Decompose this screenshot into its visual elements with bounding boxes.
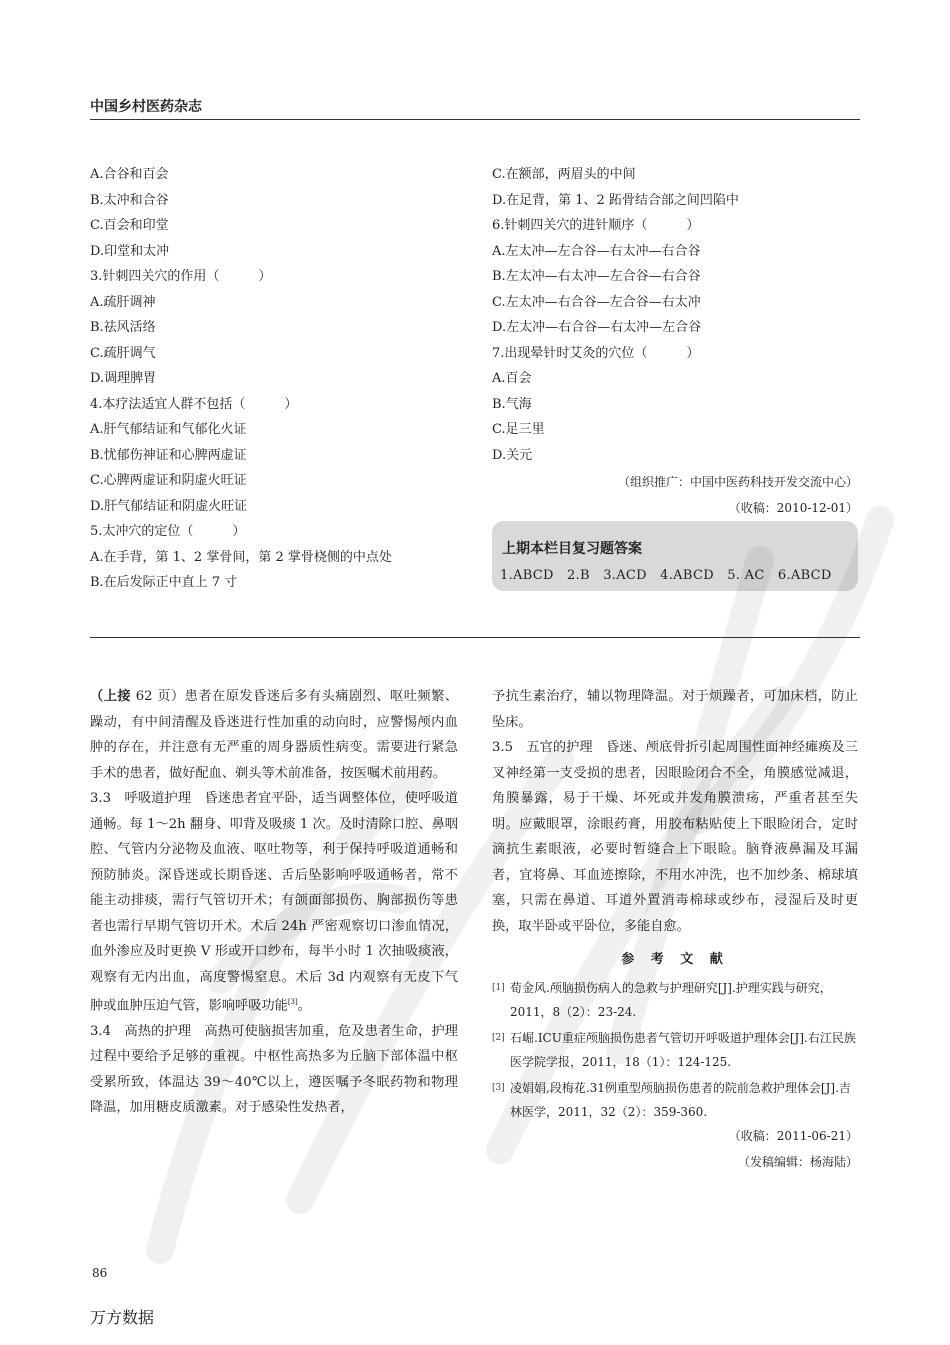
reference-item — [492, 1026, 858, 1074]
quiz-right-line: C.在额部，两眉头的中间 — [492, 167, 636, 182]
quiz-left-line: A.在手背，第 1、2 掌骨间，第 2 掌骨桡侧的中点处 — [90, 549, 392, 565]
section-3-3-end: 。 — [297, 998, 311, 1014]
page-number: 86 — [92, 1266, 108, 1280]
answers-text: 1.ABCD 2.B 3.ACD 4.ABCD 5. AC 6.ABCD — [500, 568, 832, 583]
quiz-left-line: D.肝气郁结证和阴虚火旺证 — [90, 498, 248, 514]
section-3-3-text: 3.3 呼吸道护理 昏迷患者宜平卧，适当调整体位，使呼吸道通畅。每 1～2h 翻身、叩背及吸痰 1 次。及时清除口腔、鼻咽腔、气管内分泌物及血液、呕吐物等，利于保持呼吸道通畅和预防肺炎。深昏迷或长期昏迷、舌后坠影响呼吸通畅者，常不能主动排痰，需行气管切开术；有颌面部损伤、胸部损伤等患者也需行早期气管切开术。术后 24h 严密观察切口渗血情况，血外渗应及时更换 V 形或开口纱布，每半小时 1 次抽吸痰液，观察有无内出血，高度警惕窒息。术后 3d 内观察有无皮下气肿或血肿压迫气管，影响呼吸功能 — [90, 791, 458, 1014]
right-continued-paragraph: 予抗生素治疗，辅以物理降温。对于烦躁者，可加床档，防止坠床。 — [492, 689, 858, 730]
quiz-right-line: 7.出现晕针时艾灸的穴位（ ） — [492, 345, 700, 361]
quiz-left-line: B.太冲和合谷 — [90, 192, 169, 208]
quiz-right-line: A.左太冲—左合谷—右太冲—右合谷 — [492, 243, 701, 259]
article-intro-paragraph — [90, 684, 458, 786]
quiz-left-line: C.疏肝调气 — [90, 345, 156, 361]
quiz-right-line: C.足三里 — [492, 422, 545, 437]
quiz-received-date: （收稿：2010-12-01） — [728, 501, 858, 515]
reference-item — [492, 976, 858, 1024]
reference-text: 凌娟娟,段梅花.31例重型颅脑损伤患者的院前急救护理体会[J].吉林医学，2011，32（2）：359-360. — [510, 1081, 851, 1119]
quiz-organizer-credit: （组织推广：中国中医药科技开发交流中心） — [617, 475, 858, 489]
quiz-right-line: A.百会 — [492, 371, 532, 386]
quiz-left-line: B.在后发际正中直上 7 寸 — [90, 575, 238, 590]
header-rule — [90, 119, 860, 120]
quiz-left-line: D.印堂和太冲 — [90, 243, 170, 259]
reference-text: 石崛.ICU重症颅脑损伤患者气管切开呼吸道护理体会[J].右江民族医学院学报，2011，18（1）：124-125. — [510, 1031, 856, 1069]
quiz-right-line: B.左太冲—右太冲—左合谷—右合谷 — [492, 269, 701, 284]
quiz-right-line: D.左太冲—右合谷—右太冲—左合谷 — [492, 320, 702, 335]
section-3-3-paragraph — [90, 786, 458, 1019]
answers-title: 上期本栏目复习题答案 — [502, 541, 642, 557]
reference-item — [492, 1076, 858, 1124]
journal-title: 中国乡村医药杂志 — [90, 99, 202, 115]
footer-source-text: 万方数据 — [90, 1308, 155, 1327]
quiz-left-line: C.心脾两虚证和阴虚火旺证 — [90, 473, 247, 488]
reference-number: [3] — [492, 1083, 505, 1093]
continued-label: （上接 — [90, 689, 132, 704]
quiz-left-line: C.百会和印堂 — [90, 218, 169, 233]
section-3-4-paragraph: 3.4 高热的护理 高热可使脑损害加重，危及患者生命，护理过程中要给予足够的重视。中枢性高热多为丘脑下部体温中枢受累所致，体温达 39～40℃以上，遵医嘱予冬眠药物和物理降温，加用糖皮质激素。对于感染性发热者， — [90, 1023, 458, 1116]
reference-number: [1] — [492, 983, 505, 993]
quiz-left-line: 3.针刺四关穴的作用（ ） — [90, 269, 272, 284]
continued-page: 62 页） — [131, 689, 185, 704]
quiz-left-line: B.祛风活络 — [90, 320, 156, 335]
quiz-left-line: B.忧郁伤神证和心脾两虚证 — [90, 447, 247, 463]
quiz-right-line: D.在足背，第 1、2 跖骨结合部之间凹陷中 — [492, 192, 739, 208]
quiz-right-line: B.气海 — [492, 396, 532, 412]
quiz-right-column — [492, 162, 739, 468]
quiz-left-column — [90, 162, 392, 596]
references-heading: 参 考 文 献 — [621, 952, 729, 967]
article-left-column — [90, 684, 458, 1121]
quiz-left-line: A.合谷和百会 — [90, 167, 169, 182]
intro-text: 患者在原发昏迷后多有头痛剧烈、呕吐频繁、躁动，有中间清醒及昏迷进行性加重的动向时，应警惕颅内血肿的存在，并注意有无严重的周身器质性病变。需要进行紧急手术的患者，做好配血、剃头等术前准备，按医嘱术前用药。 — [90, 689, 459, 781]
quiz-left-line: D.调理脾胃 — [90, 371, 157, 386]
quiz-right-line: D.关元 — [492, 447, 533, 463]
references-list — [492, 976, 858, 1126]
quiz-left-line: A.疏肝调神 — [90, 294, 156, 310]
section-3-5-paragraph: 3.5 五官的护理 昏迷、颅底骨折引起周围性面神经瘫痪及三叉神经第一支受损的患者，因眼睑闭合不全，角膜感觉减退，角膜暴露，易于干燥、坏死或并发角膜溃疡，严重者甚至失明。应戴眼罩，涂眼药膏，用胶布粘贴使上下眼睑闭合，定时滴抗生素眼液，必要时暂缝合上下眼睑。脑脊液鼻漏及耳漏者，宜将鼻、耳血迹擦除，不用水冲洗，也不加纱条、棉球填塞，只需在鼻道、耳道外置消毒棉球或纱布，浸湿后及时更换，取半卧或平卧位，多能自愈。 — [492, 740, 858, 934]
quiz-left-line: 5.太冲穴的定位（ ） — [90, 524, 246, 539]
section-divider — [90, 637, 860, 638]
citation-3: [3] — [287, 998, 298, 1006]
quiz-left-line: 4.本疗法适宜人群不包括（ ） — [90, 396, 298, 412]
quiz-right-line: 6.针刺四关穴的进针顺序（ ） — [492, 218, 700, 233]
quiz-right-line: C.左太冲—右合谷—左合谷—右太冲 — [492, 294, 701, 310]
reference-text: 荀金风.颅脑损伤病人的急救与护理研究[J].护理实践与研究，2011，8（2）：23-24. — [510, 981, 832, 1019]
quiz-left-line: A.肝气郁结证和气郁化火证 — [90, 422, 247, 437]
reference-number: [2] — [492, 1033, 505, 1043]
article-editor-credit: （发稿编辑：杨海陆） — [737, 1155, 858, 1169]
article-right-column — [492, 684, 858, 939]
article-received-date: （收稿：2011-06-21） — [728, 1129, 858, 1143]
